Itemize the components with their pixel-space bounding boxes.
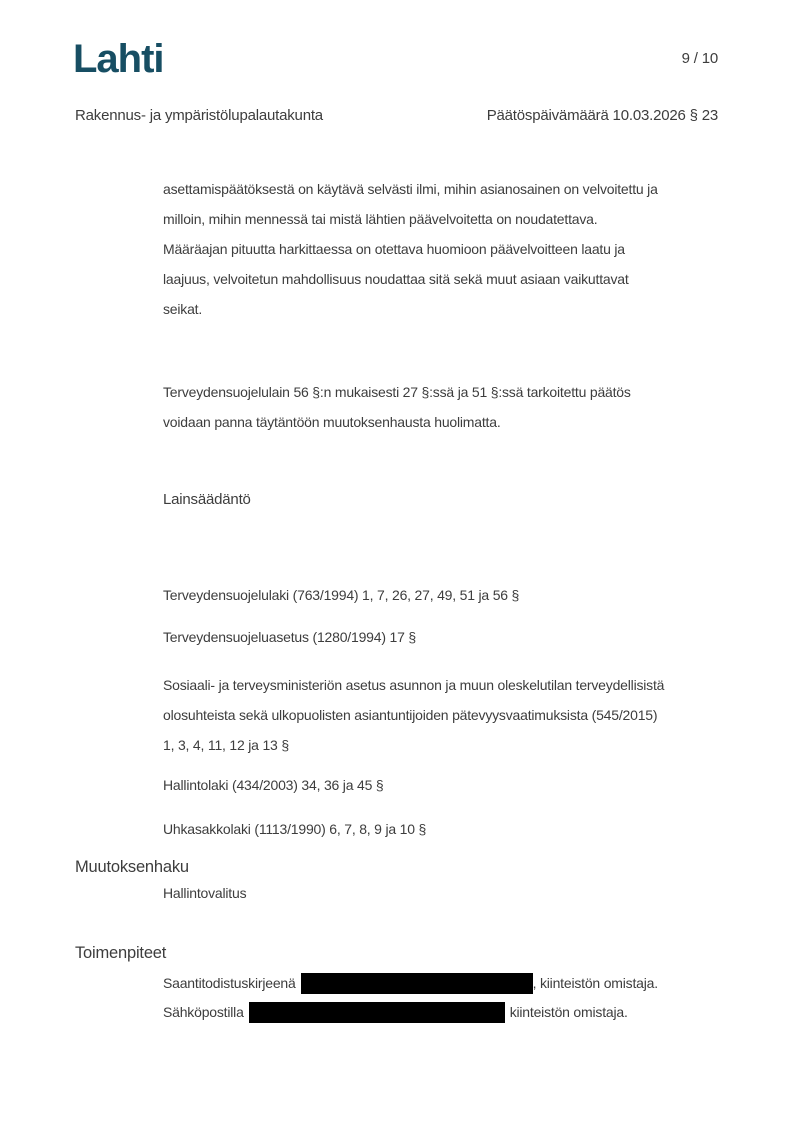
text-line: Hallintolaki (434/2003) 34, 36 ja 45 § (163, 777, 384, 793)
text-line: seikat. (163, 301, 203, 317)
appeal-heading: Muutoksenhaku (75, 858, 189, 876)
text-line: laajuus, velvoitetun mahdollisuus noudattaa sitä sekä muut asiaan vaikuttavat (163, 271, 629, 287)
legislation-item (163, 622, 416, 652)
text-line: Terveydensuojeluasetus (1280/1994) 17 § (163, 629, 416, 645)
header-decision-date: Päätöspäivämäärä 10.03.2026 § 23 (486, 107, 718, 124)
text-line: Määräajan pituutta harkittaessa on otettava huomioon päävelvoitteen laatu ja (163, 241, 625, 257)
paragraph-enforceability (163, 377, 631, 437)
delivery-recipient-text: kiinteistön omistaja. (509, 1004, 628, 1020)
page-number: 9 / 10 (681, 50, 718, 67)
paragraph-obligation (163, 174, 658, 324)
lahti-logo: Lahti (73, 37, 164, 81)
header-committee: Rakennus- ja ympäristölupalautakunta (75, 107, 323, 124)
delivery-recipient-text: , kiinteistön omistaja. (532, 975, 658, 991)
legislation-item (163, 580, 519, 610)
appeal-value: Hallintovalitus (163, 885, 247, 901)
action-delivery-line (163, 997, 628, 1027)
text-line: asettamispäätöksestä on käytävä selvästi ilmi, mihin asianosainen on velvoitettu ja (163, 181, 658, 197)
legislation-item (163, 770, 383, 800)
text-line: Uhkasakkolaki (1113/1990) 6, 7, 8, 9 ja 10 § (163, 821, 427, 837)
text-line: voidaan panna täytäntöön muutoksenhausta huolimatta. (163, 414, 501, 430)
text-line: Sosiaali- ja terveysministeriön asetus asunnon ja muun oleskelutilan terveydellisistä (163, 677, 665, 693)
redaction-bar (301, 973, 533, 994)
action-delivery-line (163, 968, 658, 998)
actions-heading: Toimenpiteet (75, 944, 167, 962)
text-line: olosuhteista sekä ulkopuolisten asiantuntijoiden pätevyysvaatimuksista (545/2015) (163, 707, 658, 723)
redaction-bar (249, 1002, 505, 1023)
delivery-method-text: Saantitodistuskirjeenä (163, 975, 296, 991)
legislation-item (163, 670, 664, 760)
text-line: Terveydensuojelulain 56 §:n mukaisesti 27 §:ssä ja 51 §:ssä tarkoitettu päätös (163, 384, 631, 400)
text-line: milloin, mihin mennessä tai mistä lähtien päävelvoitetta on noudatettava. (163, 211, 598, 227)
legislation-item (163, 814, 426, 844)
legislation-heading: Lainsäädäntö (163, 491, 251, 508)
delivery-method-text: Sähköpostilla (163, 1004, 244, 1020)
text-line: 1, 3, 4, 11, 12 ja 13 § (163, 737, 289, 753)
text-line: Terveydensuojelulaki (763/1994) 1, 7, 26, 27, 49, 51 ja 56 § (163, 587, 520, 603)
